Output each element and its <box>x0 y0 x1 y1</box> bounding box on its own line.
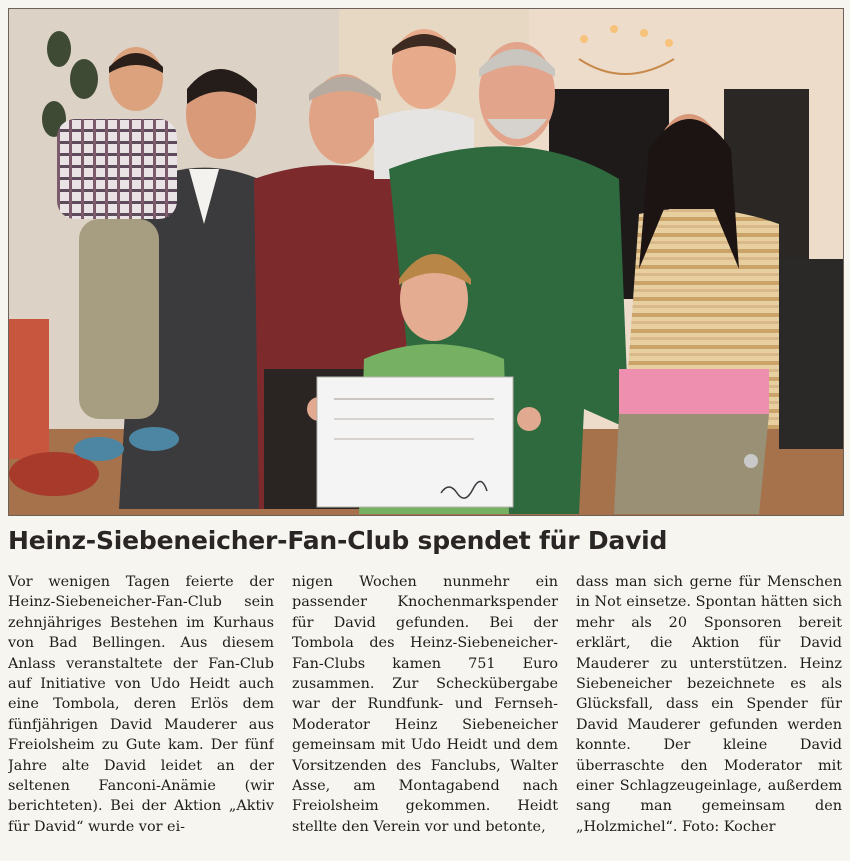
article-body <box>8 572 842 858</box>
article-column-3 <box>576 572 842 858</box>
column-text: dass man sich gerne für Menschen in Not einsetze. Spontan hätten sich mehr als 20 Sponsoren bereit erklärt, die Aktion für David Mauderer zu unterstützen. Heinz Siebeneicher bezeichnete es als Glücksfall, dass ein Spender für David Mauderer gefunden werden konnte. Der kleine David überraschte den Moderator mit einer Schlagzeugeinlage, außerdem sang man gemeinsam den „Holzmichel“. Foto: Kocher <box>576 574 842 835</box>
stereo-cabinet <box>779 259 843 449</box>
donation-cheque <box>317 377 513 507</box>
column-text: nigen Wochen nunmehr ein passender Knochenmarkspender für David gefunden. Bei der Tombola des Heinz-Siebeneicher-Fan-Clubs kamen 751 Euro zusammen. Zur Scheckübergabe war der Rundfunk- und Fernseh-Moderator Heinz Siebeneicher gemeinsam mit Udo Heidt und dem Vorsitzenden des Fanclubs, Walter Asse, am Montagabend nach Freiolsheim gekommen. Heidt stellte den Verein vor und betonte, <box>292 574 558 835</box>
article-headline: Heinz-Siebeneicher-Fan-Club spendet für David <box>8 526 668 555</box>
group-photo <box>8 8 844 516</box>
article-column-1 <box>8 572 274 858</box>
article-column-2 <box>292 572 558 858</box>
column-text: Vor wenigen Tagen feierte der Heinz-Siebeneicher-Fan-Club sein zehnjähriges Bestehen im Kurhaus von Bad Bellingen. Aus diesem Anlass veranstaltete der Fan-Club auf Initiative von Udo Heidt auch eine Tombola, deren Erlös dem fünfjährigen David Mauderer aus Freiolsheim zu Gute kam. Der fünf Jahre alte David leidet an der seltenen Fanconi-Anämie (wir berichteten). Bei der Aktion „Aktiv für David“ wurde vor ei- <box>8 574 274 835</box>
